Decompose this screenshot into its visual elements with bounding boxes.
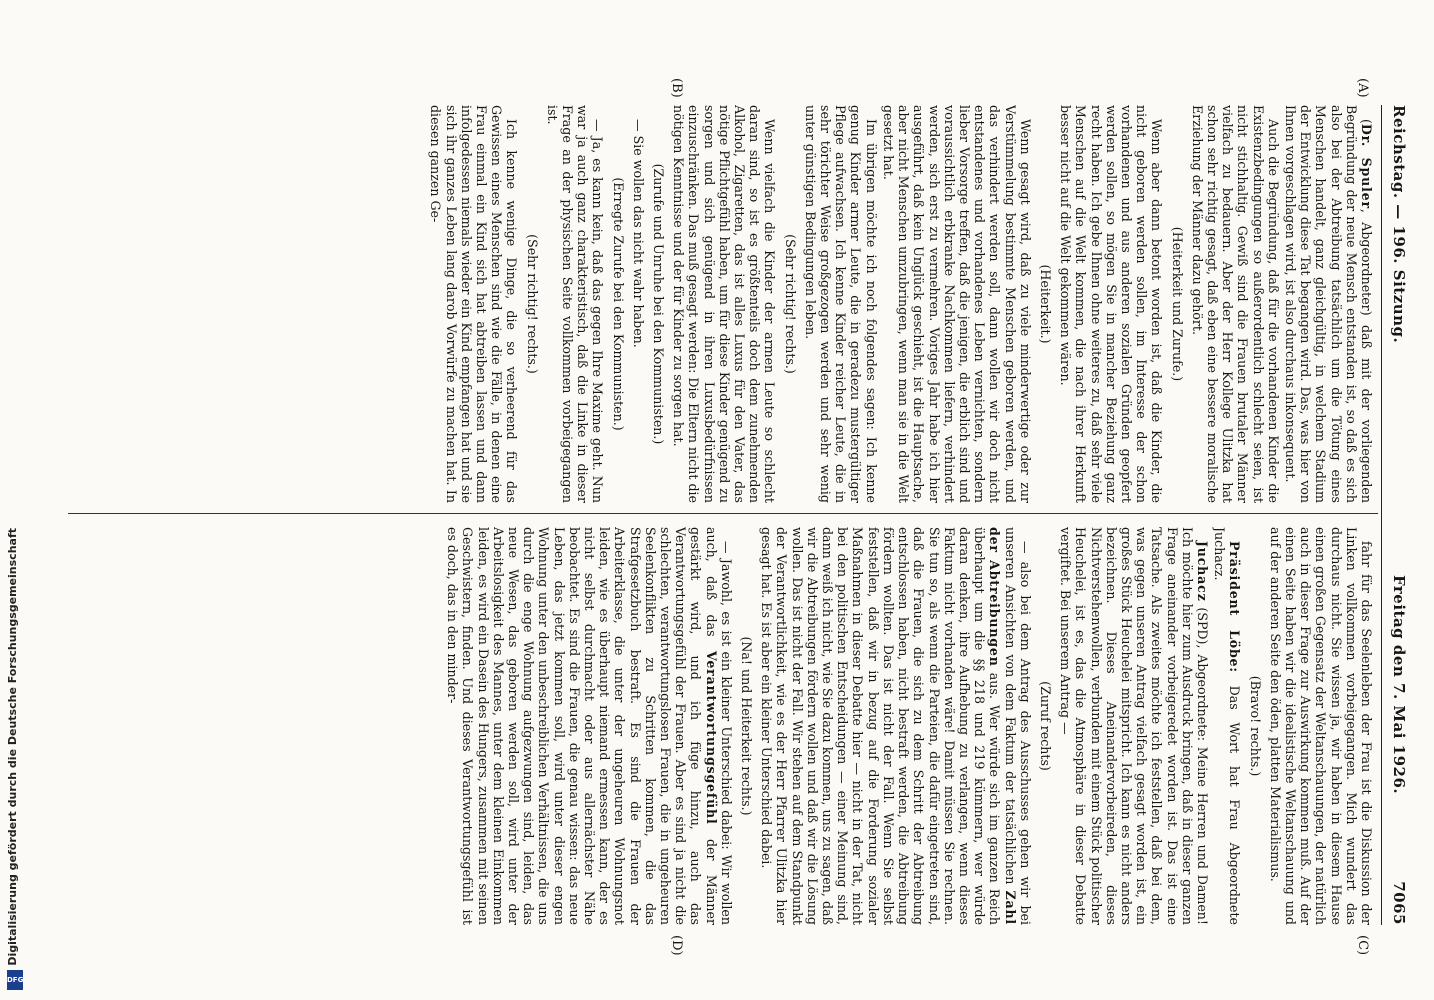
- paragraph: Im übrigen möchte ich noch folgendes sagen: Ich kenne genug Kinder armer Leute, die in geradezu mustergültiger Pflege aufwachsen. Ich kenne Kinder reicher Leute, die in sehr törichter Weise großgezogen werden und sehr wenig unter günstigen Bedingungen leben.: [802, 105, 879, 503]
- paragraph: — Sie wollen das nicht wahr haben.: [630, 119, 646, 348]
- paragraph: Wenn vielfach die Kinder der armen Leute so schlecht daran sind, so ist es größtenteils doch dem zunehmenden Alkohol, Zigaretten, das ist alles Luxus für den Vater, das nötige Pflichtgefühl haben, um für diese Kinder genügend zu sorgen und sich genügend in ihren Luxusbedürfnissen einzuschränken. Das muß gesagt werden: Die Eltern nicht die nötigen Kenntnisse und der für Kinder zu sorgen hat.: [671, 105, 778, 503]
- paragraph: (Dr. Spuler, Abgeordneter) daß mit der vorliegenden Begründung der neue Mensch entstanden ist, so daß es sich also bei der Abtreibung tatsächlich um die Tötung eines Menschen handelt, ganz gleichgültig, in welchem Stadium der Entwicklung diese Tat begangen wird. Das, was hier von Ihnen vorgeschlagen wird, ist also durchaus inkonsequent.: [1282, 105, 1374, 503]
- interjection: (Zuruf rechts): [1037, 681, 1053, 771]
- speaker-name: Juchacz: [1194, 541, 1210, 602]
- interjection: (Bravo! rechts.): [1247, 675, 1263, 777]
- emphasis: Verantwortungsgefühl: [703, 650, 719, 825]
- interjection: (Heiterkeit.): [1037, 264, 1053, 344]
- right-column: [74, 527, 1374, 925]
- margin-mark-c: (C): [1355, 935, 1370, 956]
- interjection: (Na! und Heiterkeit rechts.): [739, 636, 755, 816]
- speaker-role: Abgeordneter: [1359, 222, 1374, 311]
- paragraph-text: — also bei dem Antrag des Ausschusses gehen wir bei unseren Ansichten von dem Faktum der tatsächlichen: [1002, 527, 1033, 925]
- digitization-note: Digitalisierung gefördert durch die Deutsche Forschungsgemeinschaft: [6, 528, 19, 966]
- paragraph-text: Das Wort hat Frau Abgeordnete Juchacz.: [1212, 527, 1243, 925]
- paragraph: Wenn aber dann betont worden ist, daß die Kinder, die nicht geboren werden sollen, im Interesse der schon vorhandenen und aus anderen sozialen Gründen geopfert werden sollen, so mögen Sie in mancher Beziehung ganz recht haben. Ich gebe Ihnen ohne weiteres zu, daß sehr viele Menschen auf die Welt kommen, die nach ihrer Herkunft besser nicht auf die Welt gekommen wären.: [1058, 105, 1165, 503]
- margin-mark-b: (B): [669, 78, 684, 98]
- header-date: Freitag den 7. Mai 1926.: [1390, 575, 1408, 795]
- margin-mark-d: (D): [669, 935, 684, 956]
- interjection: (Heiterkeit und Zurufe.): [1169, 226, 1185, 382]
- paragraph-text: — Jawohl, es ist ein kleiner Unterschied dabei: Wir wollen auch, daß das: [703, 527, 734, 925]
- page-header: [1386, 105, 1408, 925]
- paragraph: [759, 527, 1033, 925]
- column-divider: [68, 513, 1378, 514]
- paragraph-text: Meine Herren und Damen! Ich möchte hier zum Ausdruck bringen, daß in dieser ganzen Frage aneinander vorbeigeredet worden ist. Das ist eine Tatsache. Als zweites möchte ich feststellen, daß bei dem, was gegen unseren Antrag vielfach gesagt worden ist, ein großes Stück Heuchelei mitspricht. Ich kann es nicht anders bezeichnen. Dieses Aneinandervorbeireden, dieses Nichtverstehenwollen, verbunden mit einem Stück politischer Heuchelei, ist es, das die Atmosphäre in dieser Debatte vergiftet. Bei unserem Antrag —: [1058, 527, 1210, 925]
- paragraph: [445, 527, 734, 925]
- paragraph: Wenn gesagt wird, daß zu viele minderwertige oder zur Verstümmelung bestimmte Menschen geboren werden, und das verhindert werden soll, dann wollen wir doch nicht entstandenes und vorhandenes Leben vernichten, sondern lieber Vorsorge treffen, daß die jenigen, die erblich sind und voraussichtlich erbkranke Nachkommen liefern, verhindert werden, sich erst zu vermehren. Voriges Jahr habe ich hier ausgeführt, daß kein Unglück geschieht, ist die Hauptsache, aber nicht Menschen umzubringen, wenn man sie in die Welt gesetzt hat.: [880, 105, 1033, 503]
- interjection: (Erregte Zurufe bei den Kommunisten.): [610, 177, 626, 431]
- paragraph: — Ja, es kann kein, daß das gegen Ihre Maxime geht. Nun war ja auch ganz charakteristisch, daß die Linke in dieser Frage an der physischen Seite vollkommen vorbeigegangen ist.: [544, 105, 606, 503]
- speaker-party: (SPD), Abgeordnete:: [1194, 607, 1210, 741]
- president-name: Präsident Löbe:: [1227, 541, 1243, 673]
- interjection: (Sehr richtig! rechts.): [782, 234, 798, 374]
- paragraph-text: daß mit der vorliegenden Begründung der neue Mensch entstanden ist, so daß es sich also bei der Abtreibung tatsächlich um die Tötung eines Menschen handelt, ganz gleichgültig, in welchem Stadium der Entwicklung diese Tat begangen wird. Das, was hier von Ihnen vorgeschlagen wird, ist also durchaus inkonsequent.: [1282, 105, 1374, 503]
- paragraph: [1212, 527, 1242, 925]
- paragraph: fahr für das Seelenleben der Frau ist die Diskussion der Linken vollkommen vorbeigegangen. Mich wundert das durchaus nicht. Sie wissen ja, wir haben in diesem Hause einen großen Gegensatz der Weltanschauungen, der natürlich auch in dieser Frage zur Auswirkung kommen muß. Auf der einen Seite haben wir die idealistische Weltanschauung und auf der anderen Seite den öden, platten Materialismus.: [1267, 527, 1374, 925]
- paragraph: [1058, 527, 1210, 925]
- header-rule: [1381, 105, 1382, 925]
- page-number: 7065: [1390, 881, 1408, 925]
- paragraph-text: der Männer gestärkt wird, und ich füge hinzu, auch das Verantwortungsgefühl der Frauen. Aber es sind ja nicht die schlechten, verantwortungslosen Frauen, die in ungeheuren Seelenkonflikten zu Schritten kommen, die das Strafgesetzbuch bestraft. Es sind die Frauen der Arbeiterklasse, die unter der ungeheuren Wohnungsnot leiden, wie es überhaupt niemand ermessen kann, der es nicht selbst durchmacht oder aus allernächster Nähe beobachtet. Es sind die Frauen, die genau wissen: das neue Leben, das jetzt kommen soll, wird unter dieser engen Wohnung unter den unbeschreiblichen Verhältnissen, die uns durch die enge Wohnung aufgezwungen sind, leiden, das neue Wesen, das geboren werden soll, wird unter der Arbeitslosigkeit des Mannes, unter dem kleinen Einkommen leiden, es wird ein Dasein des Hungers, zusammen mit seinen Geschwistern, finden. Und dieses Verantwortungsgefühl ist es doch, das in den minder-: [445, 527, 719, 925]
- paragraph: Ich kenne wenige Dinge, die so verheerend für das Gewissen eines Menschen sind wie die Fälle, in denen eine Frau einmal ein Kind sich hat abtreiben lassen und dann infolgedessen niemals wieder ein Kind empfangen hat und sie sich ihr ganzes Leben lang darob Vorwürfe zu machen hat. In diesen ganzen Ge-: [428, 105, 520, 503]
- emphasis: Zahl der Abtreibungen: [987, 527, 1018, 925]
- interjection: (Sehr richtig! rechts.): [524, 234, 540, 374]
- paragraph-text: aus. Wer würde sich im ganzen Reich überhaupt um die §§ 218 und 219 kümmern, wer würde daran denken, ihre Aufhebung zu verlangen, wenn dieses Faktum nicht vorhanden wäre! Damit müssen Sie rechnen. Sie tun so, als wenn die Parteien, die dafür eingetreten sind, daß die Frauen, die sich zu dem Schritt der Abtreibung entschlossen haben, nicht bestraft werden, die Abtreibung fördern wollten. Das ist nicht der Fall. Wenn Sie selbst feststellen, daß wir in bezug auf die Forderung sozialer Maßnahmen in dieser Debatte hier — nicht in der Tat, nicht bei den politischen Entscheidungen — einer Meinung sind, dann weiß ich nicht, wie Sie dazu kommen, uns zu sagen, daß wir die Abtreibungen fördern wollen und daß wir die Lösung wollen. Das ist nicht der Fall. Wir stehen auf dem Standpunkt der Verantwortlichkeit, wie es der Herr Pfarrer Ulitzka hier gesagt hat. Es ist aber ein kleiner Unterschied dabei.: [759, 527, 1003, 925]
- dfg-logo-icon: DFG: [7, 970, 23, 990]
- left-column: [74, 105, 1374, 503]
- margin-mark-a: (A): [1355, 78, 1370, 98]
- digitization-credit: [6, 528, 24, 990]
- paragraph: Auch die Begründung, daß für die vorhandenen Kinder die Existenzbedingungen so außerordentlich schlecht seien, ist nicht stichhaltig. Gewiß sind die Frauen brutaler Männer vielfach zu bedauern. Aber der Herr Kollege Ulitzka hat schon sehr richtig gesagt, daß eben eine bessere moralische Erziehung der Männer dazu gehört.: [1189, 105, 1281, 503]
- header-session: Reichstag. — 196. Sitzung.: [1390, 105, 1408, 344]
- speaker-name: Dr. Spuler: [1359, 123, 1374, 209]
- interjection: (Zurufe und Unruhe bei den Kommunisten.): [651, 163, 667, 445]
